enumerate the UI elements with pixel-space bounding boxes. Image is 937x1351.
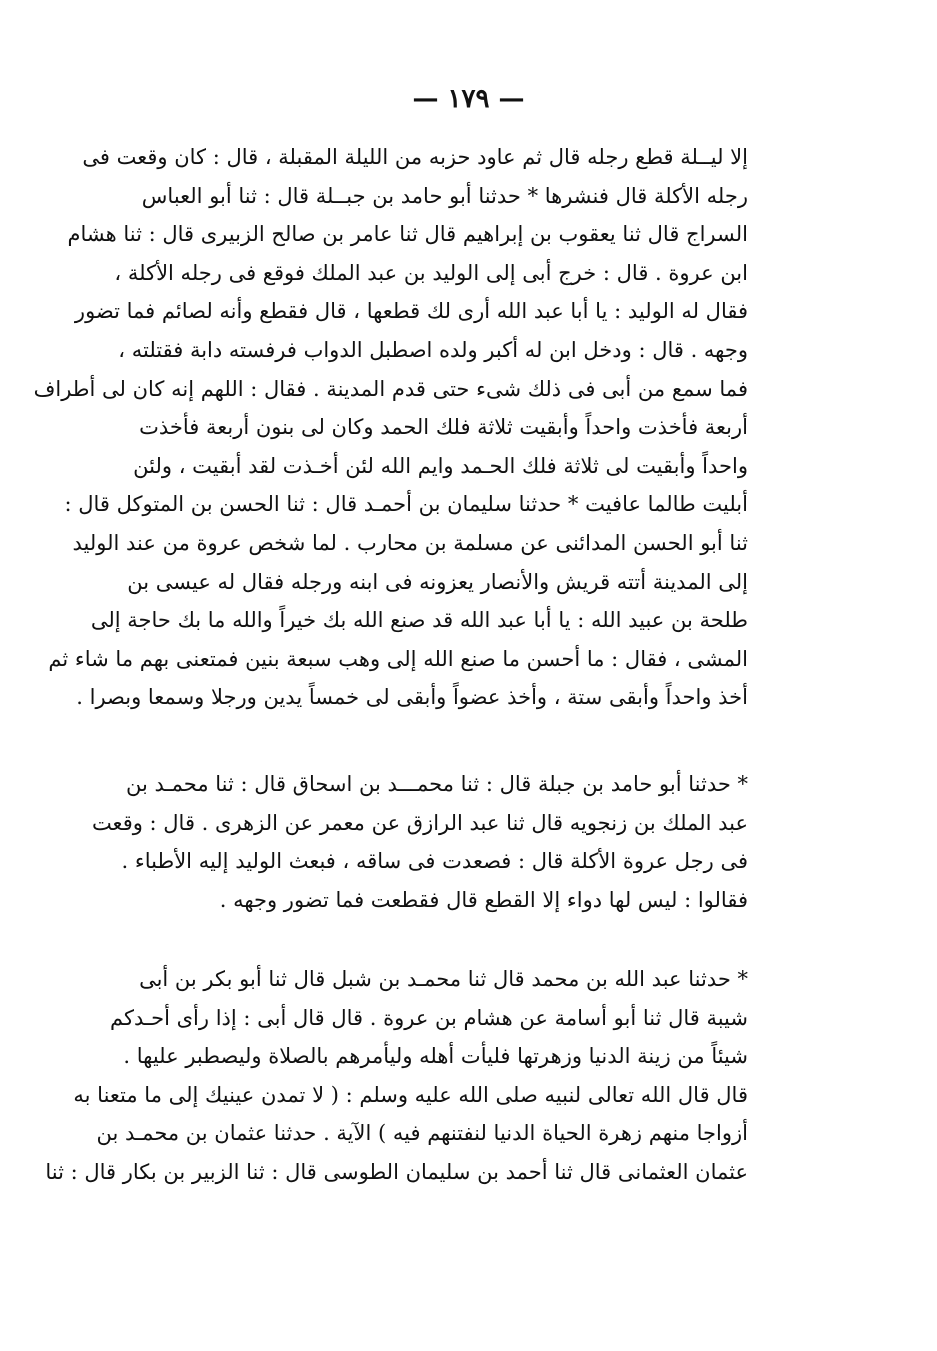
text-line: ابن عروة . قال : خرج أبى إلى الوليد بن عبد الملك فوقع فى رجله الأكلة ، [114,260,748,285]
text-line: فما سمع من أبى فى ذلك شىء حتى قدم المدينة . فقال : اللهم إنه كان لى أطراف [33,376,748,401]
text-line: * حدثنا أبو حامد بن جبلة قال : ثنا محمـــد بن اسحاق قال : ثنا محمـد بن [125,772,748,796]
text-line: شيئاً من زينة الدنيا وزهرتها فليأت أهله وليأمرهم بالصلاة وليصطبر عليها . [123,1044,748,1069]
text-line: أزواجا منهم زهرة الحياة الدنيا لنفتنهم فيه ) الآية . حدثنا عثمان بن محمـد بن [96,1121,748,1146]
text-line: المشى ، فقال : ما أحسن ما صنع الله إلى وهب سبعة بنين فمتعنى بهم ما شاء ثم [48,646,748,671]
page-number: — ١٧٩ — [412,84,525,114]
paragraph-1 [33,138,748,717]
paragraph-3 [45,960,748,1192]
text-line: ثنا أبو الحسن المدائنى عن مسلمة بن محارب . لما شخص عروة من عند الوليد [72,530,748,555]
text-line: السراج قال ثنا يعقوب بن إبراهيم قال ثنا عامر بن صالح الزبيرى قال : ثنا هشام [67,222,748,247]
paragraph-2 [91,765,748,919]
text-line: فقالوا : ليس لها دواء إلا القطع قال فقطعت فما تضور وجهه . [219,887,748,912]
text-line: شيبة قال ثنا أبو أسامة عن هشام بن عروة . قال قال أبى : إذا رأى أحـدكم [109,1005,748,1030]
text-line: عثمان العثمانى قال ثنا أحمد بن سليمان الطوسى قال : ثنا الزبير بن بكار قال : ثنا [45,1159,748,1184]
text-line: إلى المدينة أتته قريش والأنصار يعزونه فى ابنه ورجله فقال له عيسى بن [127,569,748,594]
text-line: إلا ليــلة قطع رجله قال ثم عاود حزبه من الليلة المقبلة ، قال : كان وقعت فى [82,145,748,169]
text-line: * حدثنا عبد الله بن محمد قال ثنا محمـد بن شبل قال ثنا أبو بكر بن أبى [139,967,748,991]
text-line: فقال له الوليد : يا أبا عبد الله أرى لك قطعها ، قال فقطع وأنه لصائم فما تضور [74,299,748,324]
text-line: رجله الأكلة قال فنشرها * حدثنا أبو حامد بن جبــلة قال : ثنا أبو العباس [141,183,748,208]
text-line: أربعة فأخذت واحداً وأبقيت ثلاثة فلك الحمد وكان لى بنون أربعة فأخذت [139,415,748,440]
text-line: عبد الملك بن زنجويه قال ثنا عبد الرازق عن معمر عن الزهرى . قال : وقعت [91,810,748,835]
text-line: وجهه . قال : ودخل ابن له أكبر ولده اصطبل الدواب فرفسته دابة فقتلته ، [118,337,748,362]
text-line: طلحة بن عبيد الله : يا أبا عبد الله قد صنع الله بك خيراً والله ما بك حاجة إلى [90,608,748,633]
text-line: فى رجل عروة الأكلة قال : فصعدت فى ساقه ، فبعث الوليد إليه الأطباء . [121,849,748,874]
text-line: واحداً وأبقيت لى ثلاثة فلك الحـمد وايم الله لئن أخـذت لقد أبقيت ، ولئن [133,453,748,478]
text-line: أخذ واحداً وأبقى ستة ، وأخذ عضواً وأبقى لى خمساً يدين ورجلا وسمعا وبصرا . [76,685,748,710]
text-line: قال قال الله تعالى لنبيه صلى الله عليه وسلم : ( لا تمدن عينيك إلى ما متعنا به [73,1082,748,1107]
text-line: أبليت طالما عافيت * حدثنا سليمان بن أحمـد قال : ثنا الحسن بن المتوكل قال : [64,492,748,517]
